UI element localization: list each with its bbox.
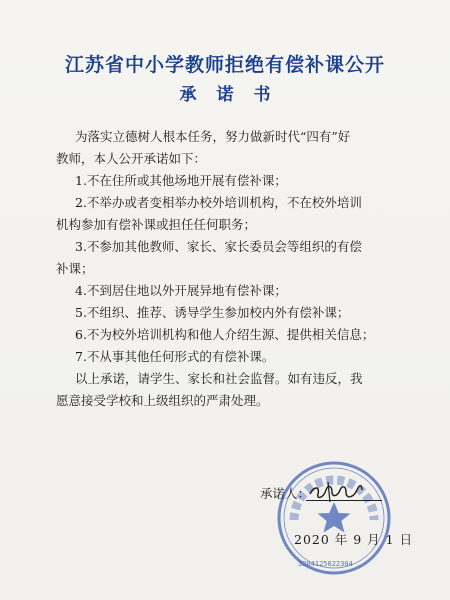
seal-number: 3204125022304 bbox=[298, 560, 353, 568]
document-body bbox=[56, 126, 418, 412]
signing-date: 2020 年 9 月 1 日 bbox=[294, 532, 414, 547]
signature-label: 承诺人： bbox=[260, 486, 311, 501]
paragraph-line: 为落实立德树人根本任务，努力做新时代“四有”好 bbox=[75, 129, 351, 144]
commitment-item: 3.不参加其他教师、家长、家长委员会等组织的有偿 bbox=[75, 239, 362, 254]
paragraph-line: 教师，本人公开承诺如下： bbox=[56, 151, 207, 166]
commitment-item: 7.不从事其他任何形式的有偿补课。 bbox=[75, 349, 275, 364]
document-title: 江苏省中小学教师拒绝有偿补课公开 bbox=[64, 54, 385, 76]
closing-line: 以上承诺，请学生、家长和社会监督。如有违反，我 bbox=[75, 371, 363, 386]
commitment-item: 1.不在住所或其他场地开展有偿补课； bbox=[75, 173, 287, 188]
document-subtitle: 承诺书 bbox=[179, 85, 291, 105]
commitment-item: 4.不到居住地以外开展异地有偿补课； bbox=[75, 283, 287, 298]
commitment-item: 2.不举办或者变相举办校外培训机构，不在校外培训 bbox=[75, 195, 362, 210]
closing-line: 愿意接受学校和上级组织的严肃处理。 bbox=[56, 393, 269, 408]
commitment-item-continued: 补课； bbox=[56, 261, 94, 276]
handwritten-signature-icon bbox=[306, 476, 366, 506]
commitment-item: 5.不组织、推荐、诱导学生参加校内外有偿补课； bbox=[75, 305, 350, 320]
commitment-item-continued: 机构参加有偿补课或担任任何职务； bbox=[56, 217, 257, 232]
commitment-item: 6.不为校外培训机构和他人介绍生源、提供相关信息； bbox=[75, 327, 375, 342]
signature-line bbox=[306, 500, 382, 501]
